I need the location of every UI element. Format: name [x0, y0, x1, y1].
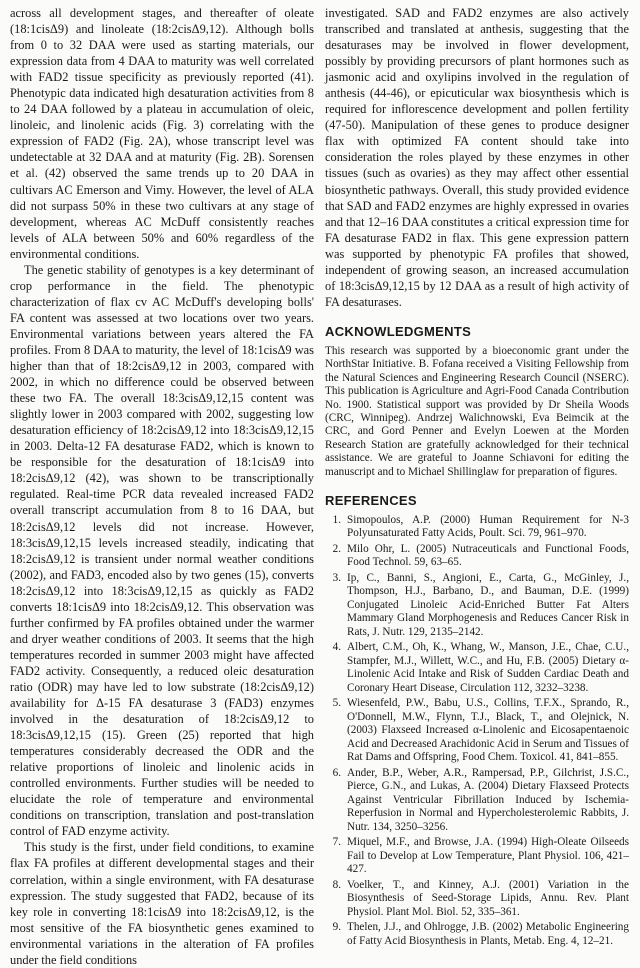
reference-list [325, 514, 629, 949]
reference-item [325, 572, 629, 640]
left-column [10, 5, 314, 967]
reference-text: Milo Ohr, L. (2005) Nutraceuticals and Functional Foods, Food Technol. 59, 63–65. [347, 542, 629, 569]
reference-item [325, 543, 629, 570]
reference-number: 2. [332, 542, 341, 555]
reference-text: Albert, C.M., Oh, K., Whang, W., Manson, J.E., Chae, C.U., Stampfer, M.J., Willett, W.C., and Hu, F.B. (2005) Dietary α-Linolenic Acid Intake and Risk of Sudden Cardiac Death and Coronary Heart Disease, Circulation 112, 3232–3238. [347, 641, 629, 694]
reference-item [325, 921, 629, 948]
reference-text: Miquel, M.F., and Browse, J.A. (1994) High-Oleate Oilseeds Fail to Develop at Low Temperature, Plant Physiol. 106, 421–427. [347, 836, 629, 876]
reference-number: 7. [332, 836, 341, 849]
reference-number: 1. [332, 513, 341, 526]
reference-text: Ip, C., Banni, S., Angioni, E., Carta, G., McGinley, J., Thompson, H.J., Barbano, D., and Bauman, D.E. (1999) Conjugated Linoleic Acid-Enriched Butter Fat Alters Mammary Gland Morphogenesis and Reduces Cancer Risk in Rats, J. Nutr. 129, 2135–2142. [347, 571, 629, 638]
reference-number: 9. [332, 921, 341, 934]
reference-item [325, 767, 629, 835]
acknowledgments-text: This research was supported by a bioeconomic grant under the NorthStar Initiative. B. Fofana received a Visiting Fellowship from the Natural Sciences and Engineering Research Council (NSERC). This publication is Agriculture and Agri-Food Canada Contribution No. 1900. Statistical support was provided by Dr Sheila Woods (CRC, Winnipeg). Andrzej Walichnowski, Eva Beimcik at the CRC, and Gord Penner and Evelyn Loewen at the Morden Research Station are gratefully acknowledged for their technical assistance. We are grateful to Joanne Schiavoni for editing the manuscript and to Michael Shillinglaw for preparation of figures. [325, 344, 629, 478]
acknowledgments-section [325, 345, 629, 479]
reference-number: 3. [332, 571, 341, 584]
reference-text: Thelen, J.J., and Ohlrogge, J.B. (2002) Metabolic Engineering of Fatty Acid Biosynthesis in Plants, Metab. Eng. 4, 12–21. [347, 921, 629, 947]
reference-number: 6. [332, 766, 341, 779]
body-paragraph: across all development stages, and thereafter of oleate (18:1cisΔ9) and linoleate (18:2cisΔ9,12). Although bolls from 0 to 32 DAA were used as starting materials, our expression data from 4 DAA to maturity was well correlated with FAD2 tissue specificity as previously reported (41). Phenotypic data indicated high desaturation activities from 8 to 24 DAA followed by a plateau in accumulation of oleic, linoleic, and linolenic acids (Fig. 3) correlating with the expression of FAD2 (Fig. 2A), whose transcript level was undetectable at 32 DAA and at maturity (Fig. 2B). Sorensen et al. (42) observed the same trends up to 20 DAA in cultivars AC Emerson and Vimy. However, the level of ALA did not surpass 50% in these two cultivars at any stage of development, whereas AC McDuff consistently reaches levels of ALA between 50% and 60% regardless of the environmental conditions. [10, 6, 314, 261]
references-heading: REFERENCES [325, 492, 417, 508]
reference-number: 8. [332, 878, 341, 891]
body-paragraph: This study is the first, under field conditions, to examine flax FA profiles at different developmental stages and their correlation, within a single environment, with FA desaturase expression. The study suggested that FAD2, because of its key role in converting 18:1cisΔ9 into 18:2cisΔ9,12, is the most sensitive of the FA biosynthetic genes examined to environmental variations in the alteration of FA profiles under the field conditions [10, 840, 314, 967]
reference-text: Simopoulos, A.P. (2000) Human Requirement for N-3 Polyunsaturated Fatty Acids, Poult. Sci. 79, 961–970. [347, 513, 629, 540]
reference-number: 4. [332, 641, 341, 654]
reference-item [325, 836, 629, 877]
acknowledgments-heading: ACKNOWLEDGMENTS [325, 323, 472, 339]
reference-item [325, 697, 629, 765]
reference-item [325, 514, 629, 541]
reference-item [325, 641, 629, 695]
reference-text: Voelker, T., and Kinney, A.J. (2001) Variation in the Biosynthesis of Seed-Storage Lipids, Annu. Rev. Plant Physiol. Plant Mol. Biol. 52, 335–361. [347, 878, 629, 918]
reference-number: 5. [332, 697, 341, 710]
body-paragraph: investigated. SAD and FAD2 enzymes are also actively transcribed and translated at anthesis, suggesting that the desaturases may be involved in flower development, possibly by providing precursors of plant hormones such as jasmonic acid and oxylipins involved in the regulation of anthesis (44-46), or epicuticular wax biosynthesis which is required for inflorescence development and pollen fertility (47-50). Manipulation of these genes to produce designer flax with optimized FA content should take into consideration the roles played by these enzymes in other tissues (such as ovaries) as they may affect other essential biosynthetic pathways. Overall, this study provided evidence that SAD and FAD2 enzymes are highly expressed in ovaries and that 12–16 DAA constitutes a critical expression time for FA desaturase FAD2 in flax. This gene expression pattern was supported by phenotypic FA profiles that showed, independent of growing season, an increased accumulation of 18:3cisΔ9,12,15 by 12 DAA as a result of high activity of FA desaturases. [325, 6, 629, 309]
reference-text: Wiesenfeld, P.W., Babu, U.S., Collins, T.F.X., Sprando, R., O'Donnell, M.W., Flynn, T.J., Black, T., and Olejnick, N. (2003) Flaxseed Increased α-Linolenic and Eicosapentaenoic Acid and Decreased Arachidonic Acid in Serum and Tissues of Rat Dams and Offspring, Food Chem. Toxicol. 41, 841–855. [347, 697, 629, 764]
reference-item [325, 879, 629, 920]
reference-text: Ander, B.P., Weber, A.R., Rampersad, P.P., Gilchrist, J.S.C., Pierce, G.N., and Lukas, A. (2004) Dietary Flaxseed Protects Against Ventricular Fibrillation Induced by Ischemia-Reperfusion in Normal and Hypercholesterolemic Rabbits, J. Nutr. 134, 3250–3256. [347, 766, 629, 833]
right-column [325, 5, 629, 947]
body-paragraph: The genetic stability of genotypes is a key determinant of crop performance in the field. The phenotypic characterization of flax cv AC McDuff's developing bolls' FA content was assessed at two locations over two years. Environmental variations between years altered the FA profiles. From 8 DAA to maturity, the level of 18:1cisΔ9 was higher than that of 18:2cisΔ9,12 in 2003, compared with 2002, in which no difference could be observed between these two FA. The overall 18:3cisΔ9,12,15 content was slightly lower in 2003 compared with 2002, suggesting low desaturation efficiency of 18:2cisΔ9,12 into 18:3cisΔ9,12,15 in 2003. Delta-12 FA desaturase FAD2, which is known to be responsible for the desaturation of 18:1cisΔ9 into 18:2cisΔ9,12 (42), was shown to be transcriptionally regulated. Real-time PCR data revealed increased FAD2 overall transcript accumulation from 8 to 16 DAA, but 18:2cisΔ9,12 levels did not increase. However, 18:3cisΔ9,12,15 levels increased steadily, indicating that 18:2cisΔ9,12 is transient under normal weather conditions (2002), and FAD3, encoded also by two genes (15), converts 18:2cisΔ9,12 into 18:3cisΔ9,12,15 as quickly as FAD2 converts 18:1cisΔ9 into 18:2cisΔ9,12. This observation was further confirmed by FA profiles obtained under the warmer and dryer weather conditions of 2003. It seems that the high temperatures recorded in summer 2003 might have affected FAD2 activity. Consequently, a reduced oleic desaturation ratio (ODR) may have led to low substrate (18:2cisΔ9,12) availability for Δ-15 FA desaturase 3 (FAD3) enzymes involved in the desaturation of 18:2cisΔ9,12 to 18:3cisΔ9,12,15 (15). Green (25) reported that high temperatures considerably decreased the ODR and the relative proportions of linoleic and linolenic acids in controlled environments. Further studies will be needed to elucidate the role of temperature and environmental conditions on transcription, translation and post-translation control of FAD enzyme activity. [10, 262, 314, 839]
